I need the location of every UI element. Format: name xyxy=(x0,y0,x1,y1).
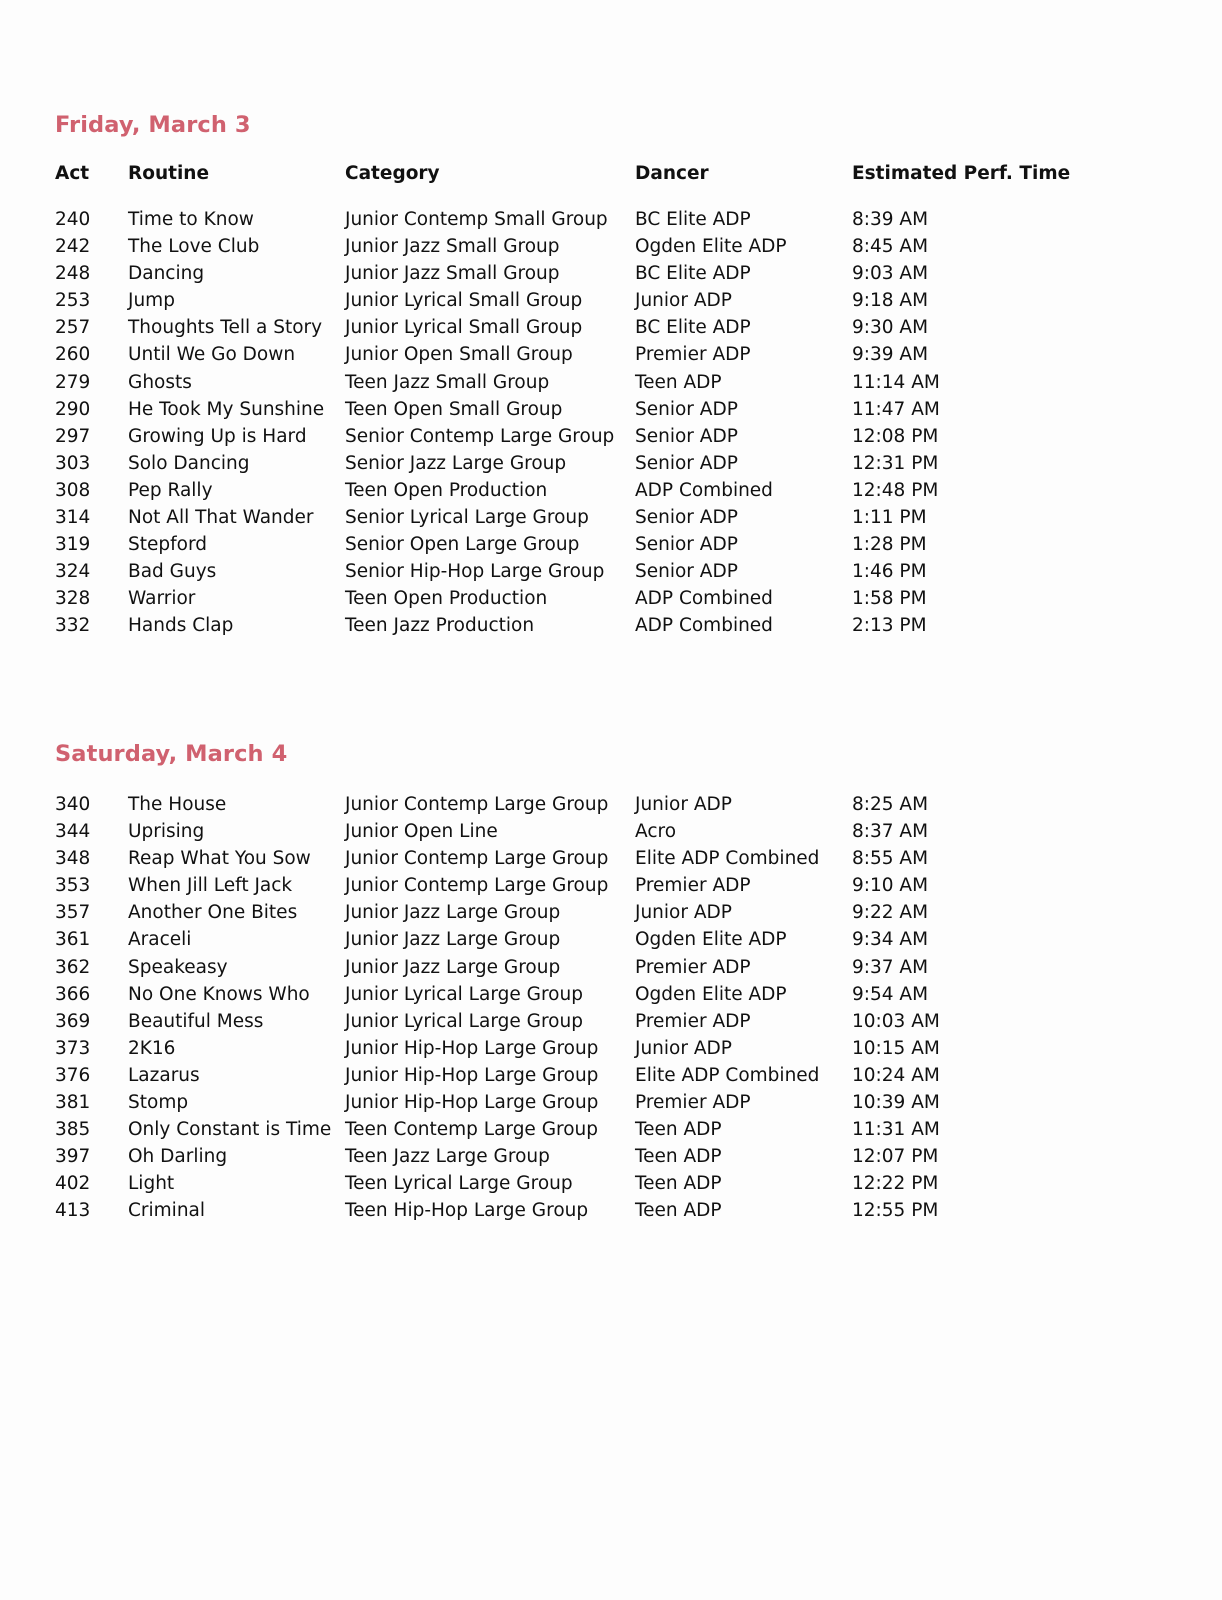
column-header-time: Estimated Perf. Time xyxy=(852,163,1071,184)
cell-routine: Only Constant is Time xyxy=(128,1119,332,1141)
cell-act: 248 xyxy=(55,263,91,285)
cell-act: 357 xyxy=(55,902,91,924)
cell-time: 9:34 AM xyxy=(852,929,929,951)
schedule-row xyxy=(0,369,1222,396)
cell-time: 10:24 AM xyxy=(852,1064,940,1086)
cell-dancer: Teen ADP xyxy=(635,1119,722,1141)
schedule-row xyxy=(0,818,1222,845)
cell-act: 319 xyxy=(55,534,91,556)
cell-dancer: BC Elite ADP xyxy=(635,317,751,339)
cell-routine: Ghosts xyxy=(128,371,192,393)
cell-dancer: BC Elite ADP xyxy=(635,209,751,230)
cell-routine: Lazarus xyxy=(128,1064,200,1086)
cell-act: 297 xyxy=(55,425,91,447)
section-title-friday: Friday, March 3 xyxy=(55,112,251,138)
cell-routine: Jump xyxy=(128,290,175,312)
cell-time: 11:31 AM xyxy=(852,1119,940,1141)
cell-act: 397 xyxy=(55,1146,91,1168)
cell-act: 260 xyxy=(55,344,91,366)
cell-time: 9:54 AM xyxy=(852,983,929,1005)
saturday-schedule-rows xyxy=(0,791,1222,1225)
cell-routine: Until We Go Down xyxy=(128,344,296,366)
cell-act: 362 xyxy=(55,956,91,978)
cell-time: 9:37 AM xyxy=(852,956,929,978)
cell-routine: Thoughts Tell a Story xyxy=(128,317,323,339)
cell-category: Junior Lyrical Large Group xyxy=(345,983,583,1005)
cell-act: 240 xyxy=(55,209,91,230)
schedule-row xyxy=(0,791,1222,818)
cell-routine: When Jill Left Jack xyxy=(128,875,293,897)
cell-time: 1:58 PM xyxy=(852,588,927,610)
cell-time: 1:11 PM xyxy=(852,507,927,529)
cell-dancer: Junior ADP xyxy=(635,290,732,312)
cell-act: 303 xyxy=(55,452,91,474)
cell-dancer: Premier ADP xyxy=(635,344,751,366)
cell-category: Junior Jazz Large Group xyxy=(345,902,561,924)
cell-routine: Pep Rally xyxy=(128,479,213,501)
cell-act: 308 xyxy=(55,479,91,501)
cell-routine: No One Knows Who xyxy=(128,983,310,1005)
cell-dancer: Junior ADP xyxy=(635,794,732,815)
cell-dancer: Premier ADP xyxy=(635,1092,751,1114)
cell-category: Teen Open Small Group xyxy=(345,398,563,420)
column-header-routine: Routine xyxy=(128,163,210,184)
cell-routine: Not All That Wander xyxy=(128,507,314,529)
cell-routine: Another One Bites xyxy=(128,902,298,924)
cell-category: Junior Jazz Small Group xyxy=(345,236,560,258)
cell-time: 12:31 PM xyxy=(852,452,939,474)
schedule-row xyxy=(0,314,1222,341)
cell-dancer: Premier ADP xyxy=(635,875,751,897)
cell-routine: Bad Guys xyxy=(128,561,217,583)
cell-dancer: Junior ADP xyxy=(635,902,732,924)
cell-dancer: Teen ADP xyxy=(635,1173,722,1195)
cell-act: 324 xyxy=(55,561,91,583)
schedule-row xyxy=(0,872,1222,899)
cell-category: Teen Jazz Large Group xyxy=(345,1146,550,1168)
cell-time: 9:03 AM xyxy=(852,263,929,285)
schedule-row xyxy=(0,954,1222,981)
cell-time: 8:25 AM xyxy=(852,794,929,815)
cell-time: 10:15 AM xyxy=(852,1037,940,1059)
cell-category: Junior Jazz Large Group xyxy=(345,929,561,951)
cell-time: 12:08 PM xyxy=(852,425,939,447)
cell-dancer: Acro xyxy=(635,821,677,843)
cell-time: 9:30 AM xyxy=(852,317,929,339)
cell-dancer: Ogden Elite ADP xyxy=(635,236,787,258)
schedule-row xyxy=(0,206,1222,233)
schedule-row xyxy=(0,845,1222,872)
cell-time: 8:55 AM xyxy=(852,848,929,870)
cell-category: Senior Contemp Large Group xyxy=(345,425,615,447)
cell-time: 12:48 PM xyxy=(852,479,939,501)
cell-act: 361 xyxy=(55,929,91,951)
cell-time: 9:22 AM xyxy=(852,902,929,924)
schedule-row xyxy=(0,612,1222,639)
cell-dancer: Senior ADP xyxy=(635,398,738,420)
cell-category: Junior Contemp Large Group xyxy=(345,794,609,815)
cell-category: Junior Hip-Hop Large Group xyxy=(345,1092,599,1114)
schedule-row xyxy=(0,396,1222,423)
cell-routine: Warrior xyxy=(128,588,196,610)
cell-category: Teen Hip-Hop Large Group xyxy=(345,1200,589,1222)
cell-dancer: ADP Combined xyxy=(635,588,773,610)
schedule-row xyxy=(0,585,1222,612)
cell-routine: Reap What You Sow xyxy=(128,848,311,870)
schedule-row xyxy=(0,504,1222,531)
cell-dancer: Elite ADP Combined xyxy=(635,1064,820,1086)
cell-act: 366 xyxy=(55,983,91,1005)
cell-act: 328 xyxy=(55,588,91,610)
schedule-row xyxy=(0,1197,1222,1224)
cell-category: Junior Hip-Hop Large Group xyxy=(345,1064,599,1086)
cell-dancer: Senior ADP xyxy=(635,425,738,447)
cell-dancer: BC Elite ADP xyxy=(635,263,751,285)
cell-time: 8:37 AM xyxy=(852,821,929,843)
schedule-row xyxy=(0,341,1222,368)
cell-dancer: Teen ADP xyxy=(635,1146,722,1168)
cell-dancer: Senior ADP xyxy=(635,561,738,583)
schedule-row xyxy=(0,1170,1222,1197)
cell-act: 253 xyxy=(55,290,91,312)
cell-category: Teen Lyrical Large Group xyxy=(345,1173,573,1195)
cell-category: Junior Contemp Small Group xyxy=(345,209,608,230)
cell-dancer: Teen ADP xyxy=(635,371,722,393)
schedule-row xyxy=(0,926,1222,953)
schedule-row xyxy=(0,1008,1222,1035)
cell-routine: Stepford xyxy=(128,534,207,556)
cell-act: 279 xyxy=(55,371,91,393)
cell-act: 242 xyxy=(55,236,91,258)
cell-dancer: Senior ADP xyxy=(635,452,738,474)
cell-time: 8:39 AM xyxy=(852,209,929,230)
cell-dancer: ADP Combined xyxy=(635,479,773,501)
cell-act: 402 xyxy=(55,1173,91,1195)
schedule-row xyxy=(0,981,1222,1008)
cell-routine: The Love Club xyxy=(128,236,260,258)
cell-act: 381 xyxy=(55,1092,91,1114)
cell-category: Junior Jazz Small Group xyxy=(345,263,560,285)
cell-category: Junior Jazz Large Group xyxy=(345,956,561,978)
cell-category: Teen Contemp Large Group xyxy=(345,1119,599,1141)
cell-category: Teen Jazz Small Group xyxy=(345,371,550,393)
cell-time: 2:13 PM xyxy=(852,615,927,637)
schedule-row xyxy=(0,477,1222,504)
cell-dancer: Senior ADP xyxy=(635,534,738,556)
cell-dancer: Junior ADP xyxy=(635,1037,732,1059)
cell-time: 9:39 AM xyxy=(852,344,929,366)
cell-time: 12:22 PM xyxy=(852,1173,939,1195)
cell-time: 10:39 AM xyxy=(852,1092,940,1114)
cell-routine: Hands Clap xyxy=(128,615,234,637)
cell-dancer: Premier ADP xyxy=(635,956,751,978)
cell-time: 12:55 PM xyxy=(852,1200,939,1222)
cell-routine: Speakeasy xyxy=(128,956,228,978)
cell-routine: Criminal xyxy=(128,1200,206,1222)
cell-routine: The House xyxy=(128,794,227,815)
cell-category: Teen Jazz Production xyxy=(345,615,535,637)
cell-act: 290 xyxy=(55,398,91,420)
cell-category: Teen Open Production xyxy=(345,588,548,610)
cell-act: 373 xyxy=(55,1037,91,1059)
cell-act: 344 xyxy=(55,821,91,843)
cell-act: 314 xyxy=(55,507,91,529)
cell-act: 353 xyxy=(55,875,91,897)
cell-dancer: ADP Combined xyxy=(635,615,773,637)
cell-act: 376 xyxy=(55,1064,91,1086)
schedule-row xyxy=(0,450,1222,477)
cell-time: 10:03 AM xyxy=(852,1010,940,1032)
cell-routine: Growing Up is Hard xyxy=(128,425,307,447)
cell-routine: Time to Know xyxy=(128,209,254,230)
cell-category: Junior Lyrical Small Group xyxy=(345,290,583,312)
cell-category: Junior Lyrical Small Group xyxy=(345,317,583,339)
cell-category: Junior Lyrical Large Group xyxy=(345,1010,583,1032)
cell-routine: Beautiful Mess xyxy=(128,1010,264,1032)
cell-routine: Uprising xyxy=(128,821,205,843)
cell-category: Junior Contemp Large Group xyxy=(345,848,609,870)
cell-act: 340 xyxy=(55,794,91,815)
schedule-row xyxy=(0,1035,1222,1062)
cell-category: Senior Jazz Large Group xyxy=(345,452,567,474)
cell-act: 348 xyxy=(55,848,91,870)
cell-act: 369 xyxy=(55,1010,91,1032)
cell-act: 413 xyxy=(55,1200,91,1222)
cell-dancer: Teen ADP xyxy=(635,1200,722,1222)
cell-act: 257 xyxy=(55,317,91,339)
schedule-row xyxy=(0,531,1222,558)
cell-dancer: Ogden Elite ADP xyxy=(635,929,787,951)
cell-routine: Solo Dancing xyxy=(128,452,250,474)
cell-routine: Dancing xyxy=(128,263,205,285)
cell-routine: He Took My Sunshine xyxy=(128,398,325,420)
cell-routine: Light xyxy=(128,1173,175,1195)
schedule-row xyxy=(0,233,1222,260)
cell-dancer: Premier ADP xyxy=(635,1010,751,1032)
schedule-row xyxy=(0,1062,1222,1089)
friday-schedule-rows xyxy=(0,206,1222,640)
cell-category: Senior Hip-Hop Large Group xyxy=(345,561,605,583)
cell-time: 1:46 PM xyxy=(852,561,927,583)
cell-time: 11:47 AM xyxy=(852,398,940,420)
cell-time: 12:07 PM xyxy=(852,1146,939,1168)
schedule-row xyxy=(0,1116,1222,1143)
cell-category: Junior Contemp Large Group xyxy=(345,875,609,897)
cell-category: Junior Open Line xyxy=(345,821,498,843)
cell-routine: Araceli xyxy=(128,929,192,951)
cell-time: 9:10 AM xyxy=(852,875,929,897)
cell-routine: Stomp xyxy=(128,1092,189,1114)
column-header-row xyxy=(0,163,1222,189)
section-title-saturday: Saturday, March 4 xyxy=(55,741,288,767)
column-header-act: Act xyxy=(55,163,90,184)
cell-act: 332 xyxy=(55,615,91,637)
cell-time: 1:28 PM xyxy=(852,534,927,556)
cell-routine: Oh Darling xyxy=(128,1146,228,1168)
cell-dancer: Senior ADP xyxy=(635,507,738,529)
cell-category: Junior Open Small Group xyxy=(345,344,573,366)
column-header-category: Category xyxy=(345,163,440,184)
cell-category: Senior Open Large Group xyxy=(345,534,580,556)
cell-time: 11:14 AM xyxy=(852,371,940,393)
cell-act: 385 xyxy=(55,1119,91,1141)
schedule-row xyxy=(0,899,1222,926)
cell-time: 9:18 AM xyxy=(852,290,929,312)
cell-category: Senior Lyrical Large Group xyxy=(345,507,589,529)
schedule-row xyxy=(0,423,1222,450)
schedule-row xyxy=(0,1089,1222,1116)
schedule-row xyxy=(0,260,1222,287)
cell-category: Teen Open Production xyxy=(345,479,548,501)
schedule-row xyxy=(0,287,1222,314)
cell-dancer: Elite ADP Combined xyxy=(635,848,820,870)
cell-dancer: Ogden Elite ADP xyxy=(635,983,787,1005)
schedule-row xyxy=(0,558,1222,585)
schedule-row xyxy=(0,1143,1222,1170)
column-header-dancer: Dancer xyxy=(635,163,709,184)
cell-routine: 2K16 xyxy=(128,1037,176,1059)
cell-time: 8:45 AM xyxy=(852,236,929,258)
cell-category: Junior Hip-Hop Large Group xyxy=(345,1037,599,1059)
